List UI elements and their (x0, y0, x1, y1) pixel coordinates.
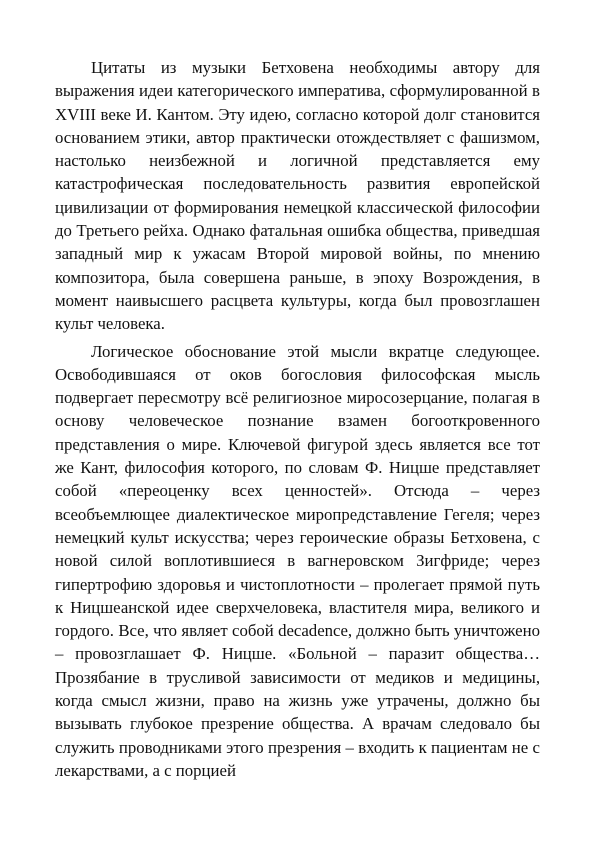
text-line: был провозглашен культ человека. (55, 290, 540, 334)
text-line: неизбежной и логичной представляется ему катастрофическая (55, 151, 540, 194)
text-line: входить к пациентам не с лекарствами, а с порцией (55, 737, 540, 780)
text-line: приведшая западный мир к ужасам Второй мировой войны, по (55, 221, 540, 264)
text-line: через героические образы Бетховена, с новой силой (55, 527, 540, 571)
text-line: должно бы вызывать глубокое презрение общества. А врачам (55, 691, 541, 734)
text-line: Ницшеанской идее сверхчеловека, властителя мира, великого (70, 597, 531, 617)
text-line: богооткровенного представления о мире. Ключевой фигурой (55, 411, 540, 454)
text-line: мнению композитора, была совершена раньше, в эпоху (55, 244, 540, 287)
text-line: следовало бы служить проводниками этого презрения – (55, 714, 540, 757)
text-line: практически отождествляет с фашизмом, настолько (55, 127, 540, 171)
text-line: Освободившаяся от оков богословия философская мысль (55, 364, 540, 384)
text-line: последовательность развития европейской цивилизации от (55, 174, 540, 217)
text-line: Третьего рейха. Однако фатальная ошибка общества, (76, 221, 462, 241)
text-line: и гордого. Все, что являет собой decadence, должно быть (55, 597, 540, 641)
text-line: здесь является все тот же Кант, философия которого, по (55, 434, 540, 478)
text-line: и медицины, когда смысл жизни, право на жизнь уже утрачены, (55, 667, 541, 711)
text-line: полагая в основу человеческое познание взамен (55, 388, 540, 431)
text-line: согласно которой долг становится основанием этики, автор (55, 104, 540, 147)
text-line: миропредставление Гегеля; через немецкий культ искусства; (55, 504, 540, 547)
text-line: Логическое обоснование этой мысли вкратце следующее. (91, 341, 540, 361)
text-line: Цитаты из музыки Бетховена необходимы автору для (91, 58, 540, 77)
text-line: сформулированной в XVIII веке И. Кантом. Эту идею, (55, 81, 540, 124)
paragraph-2 (55, 340, 540, 783)
text-line: подвергает пересмотру всё религиозное миросозерцание, (55, 388, 473, 408)
body-text (55, 56, 540, 782)
text-line: ценностей». Отсюда – через всеобъемлющее диалектическое (55, 481, 540, 524)
text-line: воплотившиеся в вагнеровском Зигфриде; через гипертрофию (55, 551, 540, 594)
text-line: здоровья и чистоплотности – пролегает прямой путь к (55, 574, 540, 617)
paragraph-1 (55, 56, 540, 336)
text-line: выражения идеи категорического императива, (55, 81, 390, 101)
text-line: уничтожено – провозглашает Ф. Ницше. «Больной – паразит (55, 621, 540, 664)
text-line: Возрождения, в момент наивысшего расцвета культуры, когда (55, 267, 540, 310)
text-line: общества… Прозябание в трусливой зависимости от медиков (55, 644, 540, 687)
text-line: формирования немецкой классической философии до (55, 197, 540, 241)
text-line: словам Ф. Ницше представляет собой «переоценку всех (55, 458, 540, 501)
